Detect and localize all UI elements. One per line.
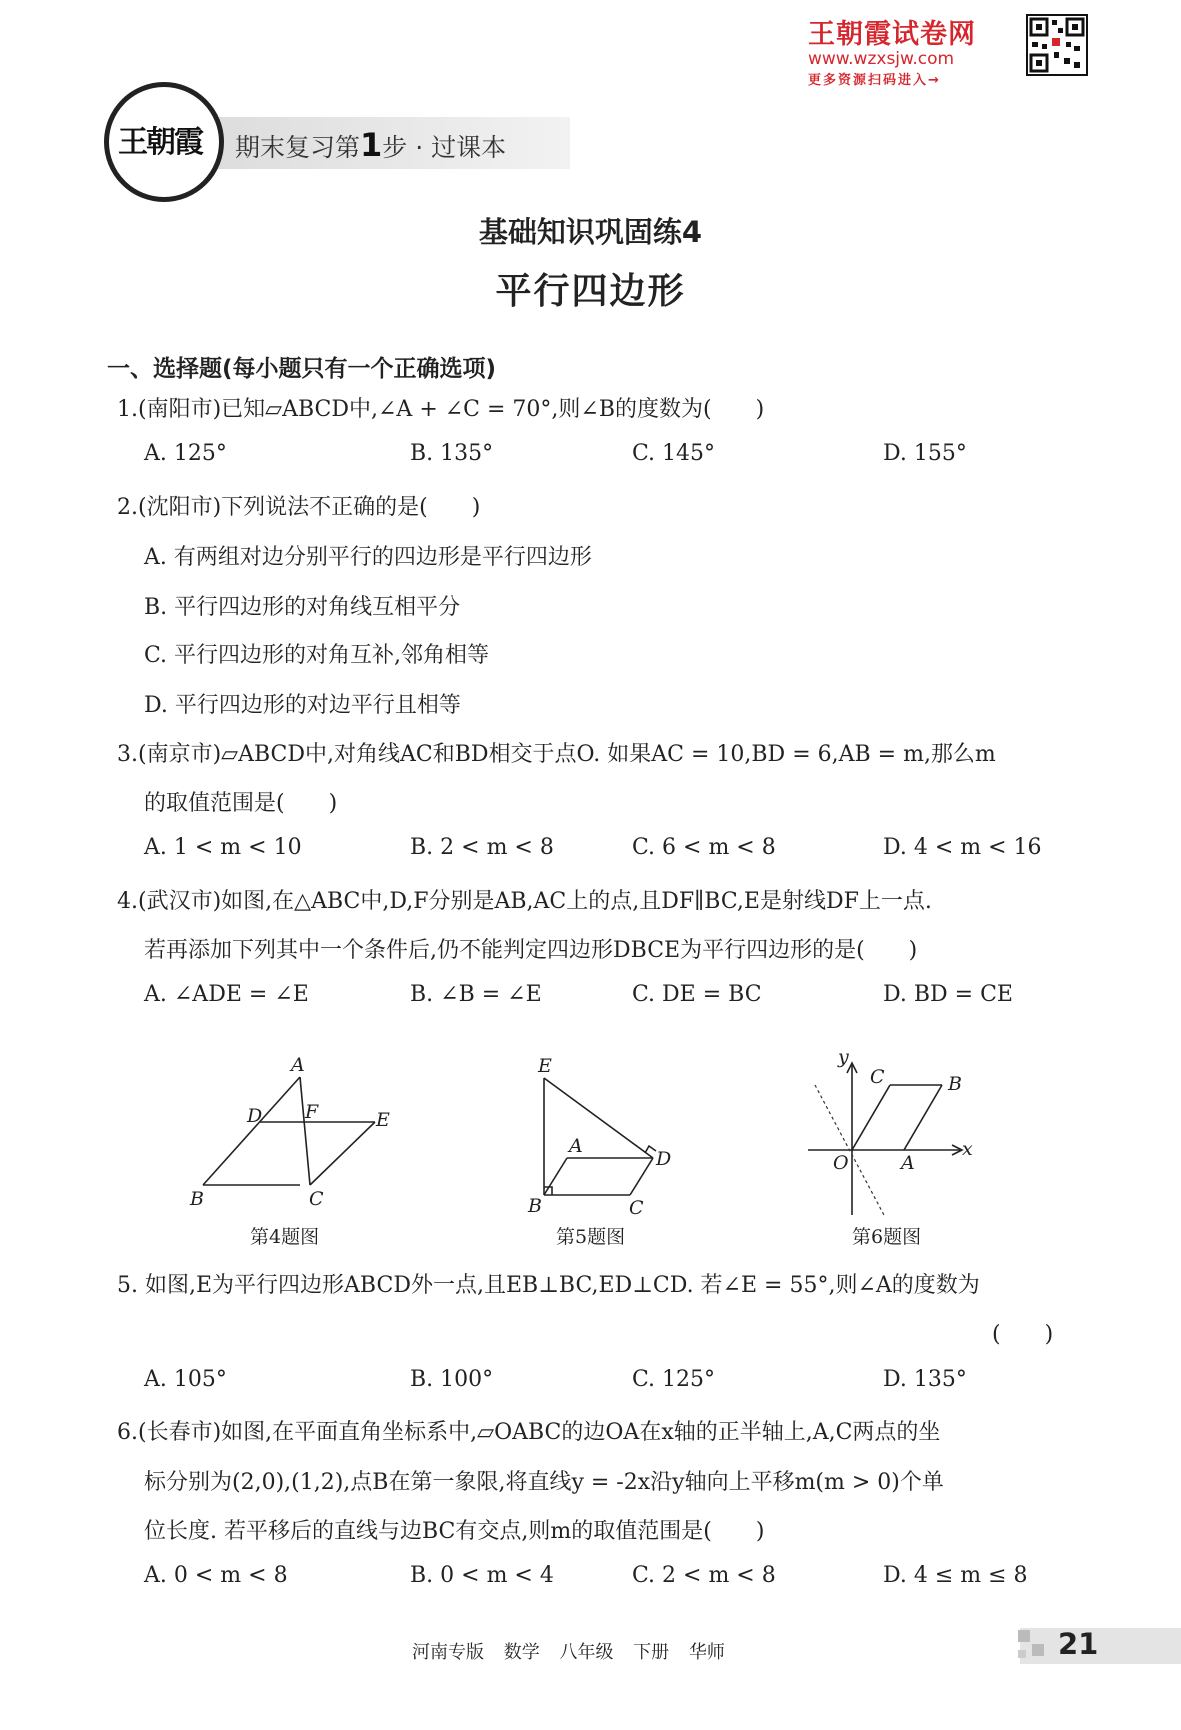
fig5-label-e: E [538, 1055, 552, 1077]
figure-6-caption: 第6题图 [852, 1226, 922, 1248]
question-4-line-1: 4.(武汉市)如图,在△ABC中,D,F分别是AB,AC上的点,且DF∥BC,E是射线DF上一点. [117, 889, 932, 914]
qr-code-icon[interactable] [1026, 14, 1088, 76]
q2-option-c[interactable]: C. 平行四边形的对角互补,邻角相等 [144, 643, 490, 668]
q5-option-b[interactable]: B. 100° [410, 1367, 494, 1392]
q5-option-d[interactable]: D. 135° [883, 1367, 967, 1392]
q1-option-a[interactable]: A. 125° [144, 441, 227, 466]
question-4-line-2: 若再添加下列其中一个条件后,仍不能判定四边形DBCE为平行四边形的是( ) [144, 938, 918, 963]
fig4-label-a: A [291, 1055, 305, 1076]
question-5-line-1: 5. 如图,E为平行四边形ABCD外一点,且EB⊥BC,ED⊥CD. 若∠E = 55°,则∠A的度数为 [117, 1273, 980, 1298]
q6-option-a[interactable]: A. 0 < m < 8 [144, 1563, 288, 1588]
q5-option-c[interactable]: C. 125° [632, 1367, 716, 1392]
fig6-label-b: B [948, 1073, 962, 1095]
q5-option-a[interactable]: A. 105° [144, 1367, 227, 1392]
question-3-line-2: 的取值范围是( ) [144, 791, 338, 816]
q1-option-b[interactable]: B. 135° [410, 441, 494, 466]
fig6-label-y: y [838, 1046, 849, 1068]
q2-option-d[interactable]: D. 平行四边形的对边平行且相等 [144, 693, 461, 718]
brand-block [808, 12, 976, 88]
q4-option-c[interactable]: C. DE = BC [632, 982, 762, 1007]
q6-option-d[interactable]: D. 4 ≤ m ≤ 8 [883, 1563, 1028, 1588]
q6-option-b[interactable]: B. 0 < m < 4 [410, 1563, 554, 1588]
q2-option-b[interactable]: B. 平行四边形的对角线互相平分 [144, 595, 461, 620]
q3-option-b[interactable]: B. 2 < m < 8 [410, 835, 554, 860]
q4-option-a[interactable]: A. ∠ADE = ∠E [144, 982, 309, 1007]
footer-edition: 河南专版 数学 八年级 下册 华师 [412, 1642, 725, 1663]
question-6-line-3: 位长度. 若平移后的直线与边BC有交点,则m的取值范围是( ) [144, 1519, 765, 1544]
logo-text: 王朝霞 [118, 125, 202, 160]
fig4-label-e: E [376, 1109, 390, 1131]
q1-option-d[interactable]: D. 155° [883, 441, 967, 466]
q3-option-a[interactable]: A. 1 < m < 10 [144, 835, 302, 860]
fig4-label-b: B [190, 1188, 204, 1210]
q3-option-c[interactable]: C. 6 < m < 8 [632, 835, 776, 860]
banner-prefix: 期末复习第 [235, 133, 361, 162]
q3-option-d[interactable]: D. 4 < m < 16 [883, 835, 1042, 860]
page-number: 21 [1058, 1627, 1099, 1661]
fig6-label-x: x [962, 1138, 973, 1160]
fig5-label-b: B [528, 1195, 542, 1217]
fig6-label-a: A [901, 1152, 915, 1174]
brand-name: 王朝霞试卷网 [808, 19, 976, 50]
exercise-title: 基础知识巩固练4 [478, 215, 703, 249]
question-5-answer-paren[interactable]: ( ) [992, 1322, 1054, 1347]
brand-tagline: 更多资源扫码进入→ [808, 73, 941, 88]
question-1: 1.(南阳市)已知▱ABCD中,∠A + ∠C = 70°,则∠B的度数为( ) [117, 397, 765, 422]
section-heading: 一、选择题(每小题只有一个正确选项) [107, 356, 497, 382]
brand-url[interactable]: www.wzxsjw.com [808, 49, 955, 69]
page-corner-squares-icon [1018, 1630, 1048, 1662]
fig6-label-c: C [870, 1066, 885, 1088]
banner-step-number: 1 [360, 126, 383, 164]
question-3-line-1: 3.(南京市)▱ABCD中,对角线AC和BD相交于点O. 如果AC = 10,BD = 6,AB = m,那么m [117, 742, 996, 767]
q4-option-d[interactable]: D. BD = CE [883, 982, 1013, 1007]
figure-5 [525, 1050, 675, 1220]
fig5-label-d: D [656, 1148, 672, 1170]
q2-option-a[interactable]: A. 有两组对边分别平行的四边形是平行四边形 [144, 545, 592, 570]
figure-5-caption: 第5题图 [556, 1226, 626, 1248]
q4-option-b[interactable]: B. ∠B = ∠E [410, 982, 542, 1007]
fig5-label-a: A [569, 1135, 583, 1157]
figure-4 [185, 1055, 400, 1215]
question-6-line-1: 6.(长春市)如图,在平面直角坐标系中,▱OABC的边OA在x轴的正半轴上,A,C两点的坐 [117, 1420, 941, 1445]
q1-option-c[interactable]: C. 145° [632, 441, 716, 466]
banner-title [235, 126, 506, 164]
question-6-line-2: 标分别为(2,0),(1,2),点B在第一象限,将直线y = -2x沿y轴向上平移m(m > 0)个单 [144, 1470, 944, 1495]
fig4-label-f: F [305, 1101, 319, 1123]
fig6-label-o: O [833, 1152, 849, 1174]
banner-suffix: 步 · 过课本 [382, 133, 507, 162]
question-2: 2.(沈阳市)下列说法不正确的是( ) [117, 495, 481, 520]
topic-title: 平行四边形 [495, 271, 686, 312]
q6-option-c[interactable]: C. 2 < m < 8 [632, 1563, 776, 1588]
fig4-label-d: D [247, 1105, 263, 1127]
figure-6 [800, 1045, 990, 1220]
fig5-label-c: C [629, 1197, 644, 1219]
fig4-label-c: C [309, 1188, 324, 1210]
figure-4-caption: 第4题图 [250, 1226, 320, 1248]
